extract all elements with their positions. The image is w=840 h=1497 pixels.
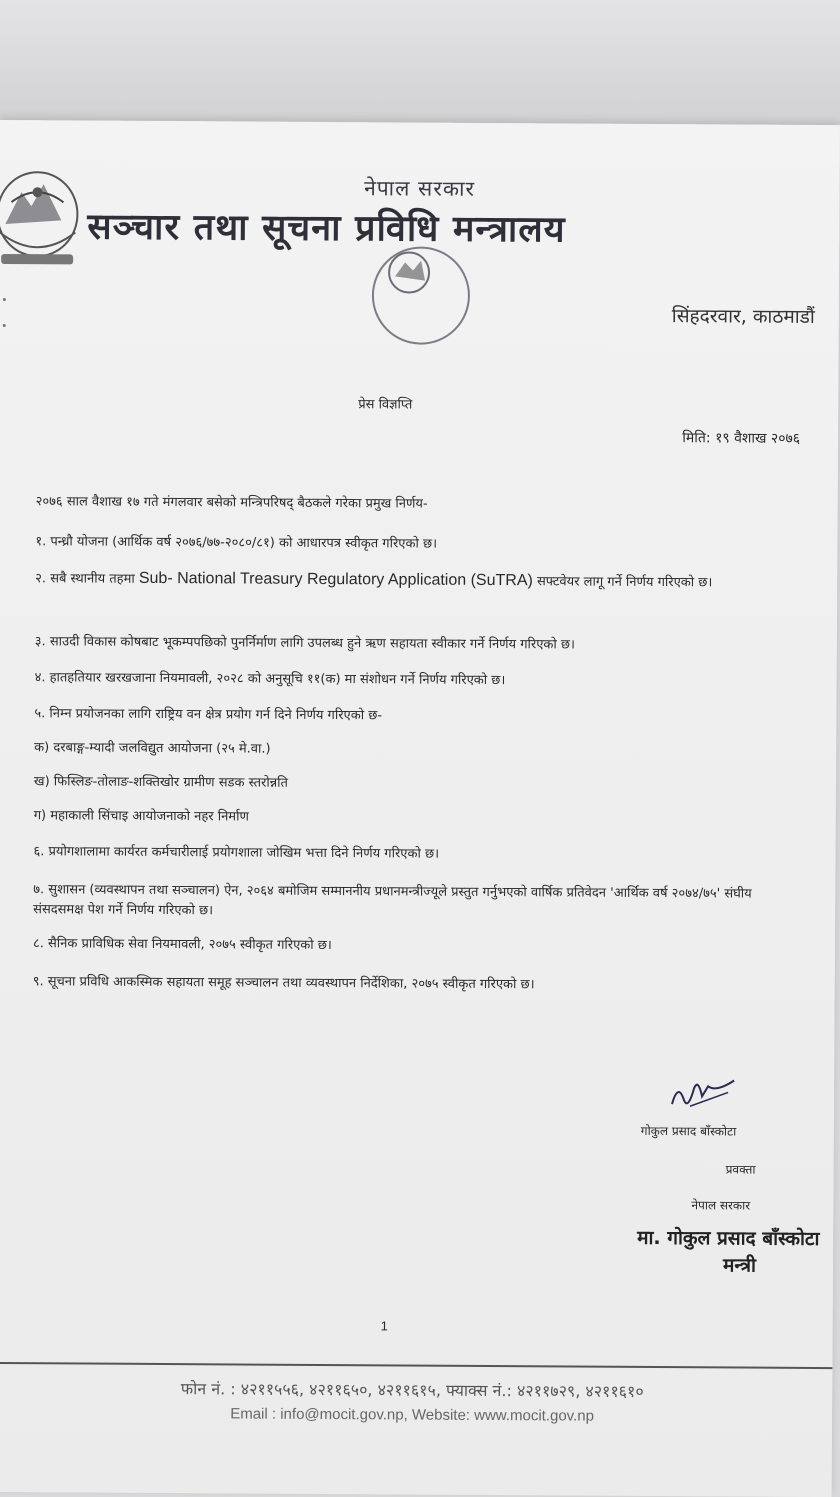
press-release-title: प्रेस विज्ञप्ति: [358, 397, 413, 413]
decision-subitem: ख) फिस्लिङ-तोलाङ-शक्तिखोर ग्रामीण सडक स्तरोन्नति: [33, 774, 288, 791]
margin-mark: [3, 324, 6, 327]
spokesperson-role: प्रवक्ता: [725, 1162, 756, 1177]
government-name: नेपाल सरकार: [364, 176, 476, 201]
margin-mark: [3, 298, 6, 301]
decision-item: ९. सूचना प्रविधि आकस्मिक सहायता समूह सञ्चालन तथा व्यवस्थापन निर्देशिका, २०७५ स्वीकृत गरिएको छ।: [32, 974, 535, 993]
ministry-title: सञ्चार तथा सूचना प्रविधि मन्त्रालय: [87, 206, 566, 251]
office-address: सिंहदरवार, काठमाडौं: [671, 305, 815, 328]
release-date: मिति: १९ वैशाख २०७६: [682, 430, 801, 447]
decision-item-suffix: सफ्टवेयर लागू गर्ने निर्णय गरिएको छ।: [532, 574, 713, 591]
decision-item: १. पन्ध्रौ योजना (आर्थिक वर्ष २०७६/७७-२०८०/८१) को आधारपत्र स्वीकृत गरिएको छ।: [35, 534, 438, 552]
decision-item: ४. हातहतियार खरखजाना नियमावली, २०२८ को अनुसूचि ११(क) मा संशोधन गर्ने निर्णय गरिएको छ।: [34, 670, 506, 689]
document-page: [0, 120, 840, 1497]
signature-icon: [668, 1074, 738, 1114]
footer-divider: [0, 1362, 832, 1369]
decision-item: ८. सैनिक प्राविधिक सेवा नियमावली, २०७५ स्वीकृत गरिएको छ।: [32, 936, 332, 954]
decision-item: ५. निम्न प्रयोजनका लागि राष्ट्रिय वन क्षेत्र प्रयोग गर्न दिने निर्णय गरिएको छ-: [34, 706, 383, 724]
signer-organization: नेपाल सरकार: [691, 1198, 751, 1213]
page-number: 1: [380, 1318, 388, 1334]
minister-stamp-name: मा. गोकुल प्रसाद बाँस्कोटा: [637, 1226, 820, 1251]
footer-email-website: Email : info@mocit.gov.np, Website: www.mocit.gov.np: [230, 1405, 594, 1425]
decision-item: ६. प्रयोगशालामा कार्यरत कर्मचारीलाई प्रयोगशाला जोखिम भत्ता दिने निर्णय गरिएको छ।: [33, 844, 440, 862]
sutra-application-name: Sub- National Treasury Regulatory Application (SuTRA): [138, 569, 533, 590]
footer-phone-fax: फोन नं. : ४२११५५६, ४२११६५०, ४२११६१५, फ्याक्स नं.: ४२११७२९, ४२११६१०: [180, 1379, 644, 1401]
decision-item: [35, 568, 765, 593]
decision-subitem: ग) महाकाली सिंचाइ आयोजनाको नहर निर्माण: [33, 808, 249, 825]
intro-text: २०७६ साल वैशाख १७ गते मंगलवार बसेको मन्त्रिपरिषद् बैठकले गरेका प्रमुख निर्णय-: [35, 494, 428, 512]
minister-stamp-title: मन्त्री: [722, 1254, 757, 1277]
decision-item: ३. साउदी विकास कोषबाट भूकम्पपछिको पुनर्निर्माण लागि उपलब्ध हुने ऋण सहायता स्वीकार गर्ने निर्णय गरिएको छ।: [34, 634, 576, 653]
spokesperson-name: गोकुल प्रसाद बाँस्कोटा: [640, 1123, 737, 1139]
decision-item-prefix: २. सबै स्थानीय तहमा: [35, 571, 139, 587]
official-stamp-icon: [351, 240, 492, 351]
decision-item: ७. सुशासन (व्यवस्थापन तथा सञ्चालन) ऐन, २०६४ बमोजिम सम्माननीय प्रधानमन्त्रीज्यूले प्रस्तुत गर्नुभएको वार्षिक प्रतिवेदन 'आर्थिक वर्ष २०७४/७५' संघीय संसदसमक्ष पेश गर्ने निर्णय गरिएको छ।: [33, 882, 752, 919]
decision-subitem: क) दरबाङ्ग-म्यादी जलविद्युत आयोजना (२५ मे.वा.): [34, 740, 271, 757]
